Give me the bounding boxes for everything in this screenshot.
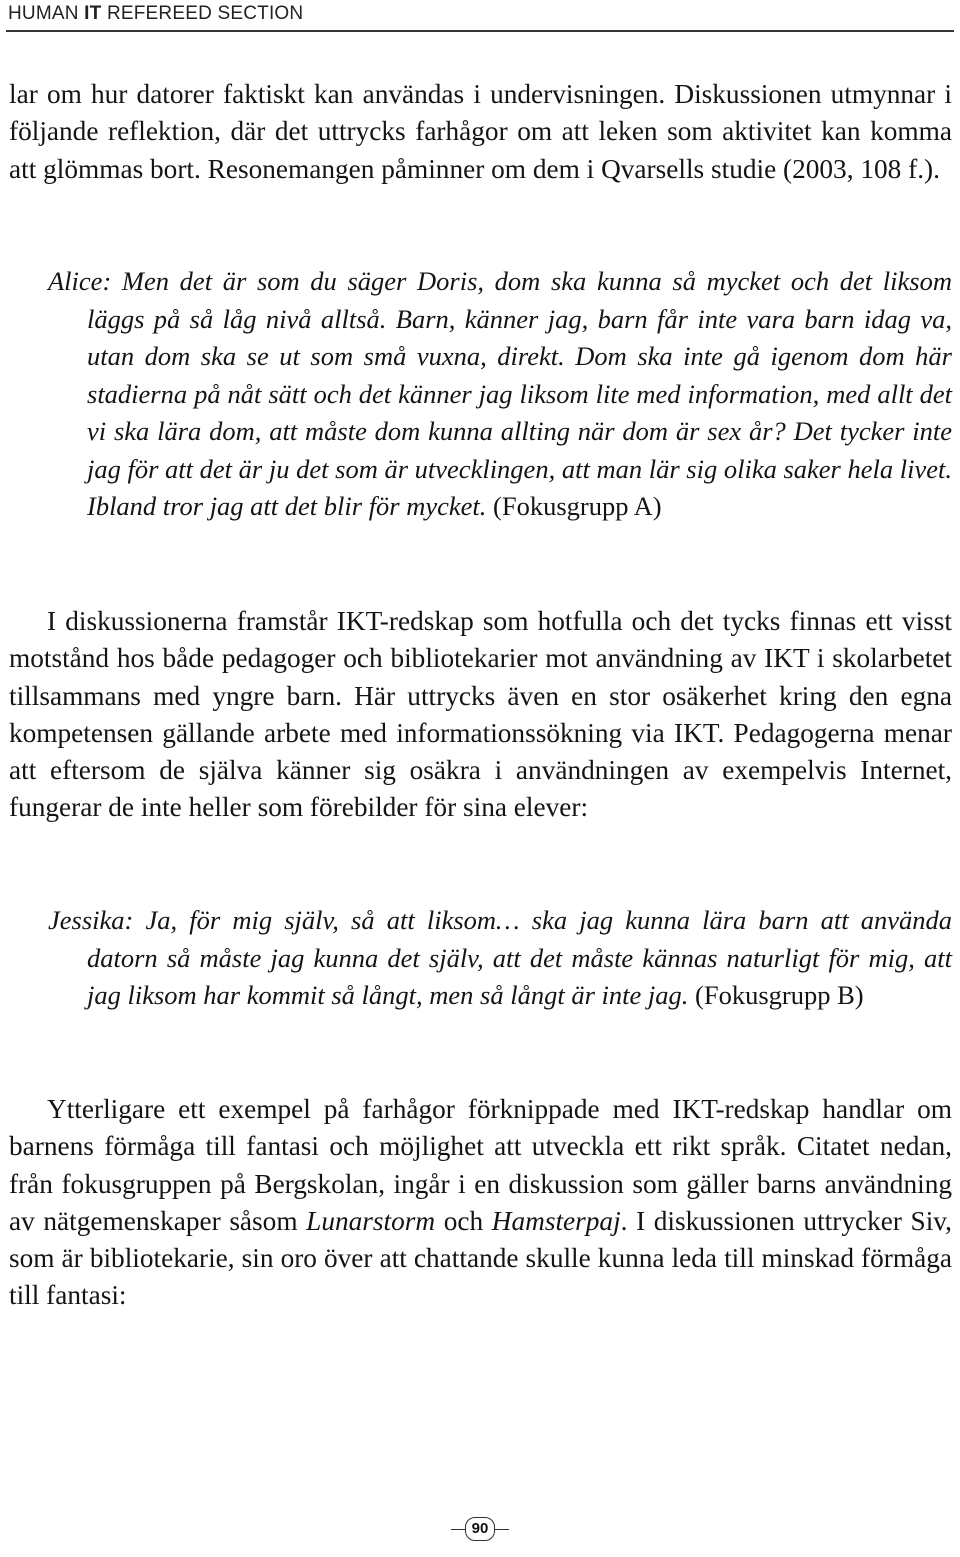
paragraph-text: Ytterligare ett exempel på farhågor förknippade med IKT-redskap handlar om barnens förmåga till fantasi och möjlighet att utveckla ett rikt språk. Citatet nedan, från fokusgruppen på Bergskolan, ingår i en diskussion som gäller barns användning av nätgemenskaper såsom (9, 1094, 952, 1236)
quote-jessika (48, 902, 952, 1015)
paragraph-discussion: I diskussionerna framstår IKT-redskap som hotfulla och det tycks finnas ett visst motstånd hos både pedagoger och bibliotekarier mot användning av IKT i skolarbetet tillsammans med yngre barn. Här uttrycks även en stor osäkerhet kring den egna kompetensen gällande arbete med informationssökning via IKT. Pedagogerna menar att eftersom de själva känner sig osäkra i användningen av exempelvis Internet, fungerar de inte heller som förebilder för sina elever: (9, 606, 952, 823)
page-footer (0, 1517, 960, 1547)
paragraph-intro: lar om hur datorer faktiskt kan användas i undervisningen. Diskussionen utmynnar i följande reflektion, där det uttrycks farhågor om att leken som aktivitet kan komma att glömmas bort. Resonemangen påminner om dem i Qvarsells studie (2003, 108 f.). (9, 79, 952, 184)
header-suffix: REFEREED SECTION (106, 3, 304, 24)
quote-source: (Fokusgrupp A) (493, 491, 662, 521)
footer-rule-left (451, 1529, 465, 1530)
header-prefix: HUMAN (8, 3, 79, 24)
quote-alice (48, 263, 952, 526)
community-name: Hamsterpaj (491, 1205, 621, 1236)
section-title (8, 3, 303, 25)
quote-text: : Ja, för mig själv, så att liksom… ska jag kunna lära barn att använda datorn så måste jag kunna det själv, att det måste kännas naturligt för mig, att jag liksom har kommit så långt, men så långt är inte jag. (87, 905, 952, 1010)
paragraph-text: och (435, 1205, 492, 1236)
community-name: Lunarstorm (306, 1205, 436, 1236)
quote-speaker: Jessika (48, 905, 125, 935)
header-rule (6, 30, 954, 32)
header-bold: IT (84, 3, 102, 24)
quote-text: : Men det är som du säger Doris, dom ska kunna så mycket och det liksom läggs på så låg nivå alltså. Barn, känner jag, barn får inte vara barn idag va, utan dom ska se ut som små vuxna, direkt. Dom ska inte gå igenom dom här stadierna på nåt sätt och det känner jag liksom lite med information, med allt det vi ska lära dom, att måste dom kunna allting när dom är sex år? Det tycker inte jag för att det är ju det som är utvecklingen, att man lär sig olika saker hela livet. Ibland tror jag att det blir för mycket. (87, 266, 952, 521)
quote-source: (Fokusgrupp B) (695, 980, 864, 1010)
footer-rule-right (495, 1529, 509, 1530)
paragraph-text: . I diskussionen uttrycker Siv, som är bibliotekarie, sin oro över att chattande skulle kunna leda till minskad förmåga till fantasi: (9, 1205, 953, 1311)
quote-speaker: Alice (48, 266, 103, 296)
paragraph-fantasy (9, 1091, 952, 1315)
page-number: 90 (465, 1517, 495, 1541)
running-header (0, 0, 960, 34)
